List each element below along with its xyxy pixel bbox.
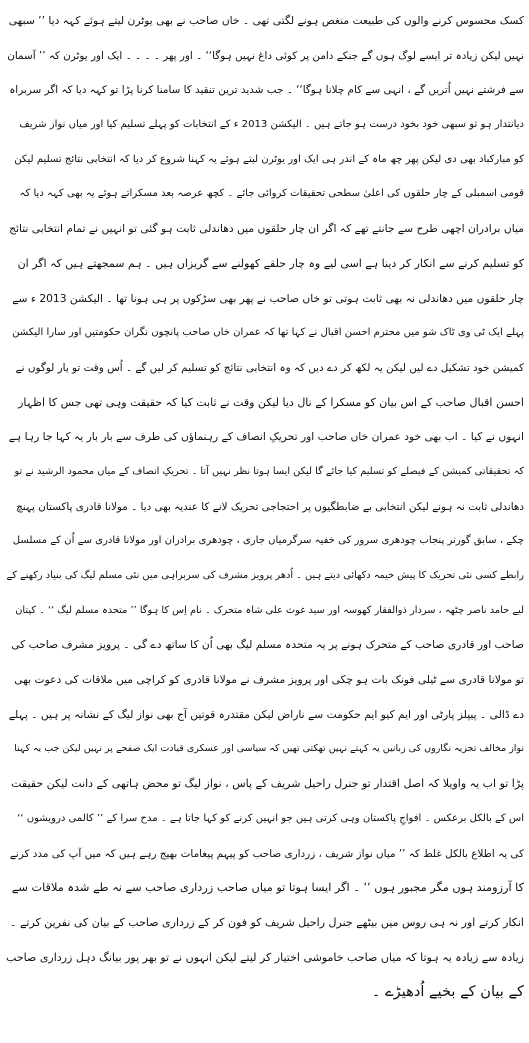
article-line: کے بیان کے بخیے اُدھیڑے ۔ [371, 983, 524, 1001]
article-line: زیادہ سے زیادہ یہ ہوتا کہ میاں صاحب خاموشی اختیار کر لیتے لیکن انہوں نے تو بھر پور بیانگ دہل زرداری صاحب [6, 950, 524, 964]
article-line: کہ تحقیقاتی کمیشن کے فیصلے کو تسلیم کیا جائے گا لیکن ایسا ہوتا نظر نہیں آتا ۔ تحریکِ انصاف کے میاں محمود الرشید نے تو [14, 465, 524, 477]
article-line: کی یہ اطلاع بالکل غلط کہ ’’ میاں نواز شریف ، زرداری صاحب کو پیہم پیغامات بھیج رہے ہیں کہ میں آپ کی مدد کرنے [9, 847, 524, 860]
article-line: قومی اسمبلی کے چار حلقوں کی اعلیٰ سطحی تحقیقات کروائی جائے ۔ کچھ عرصہ بعد مسکراتے ہوئے یہ بھی کہہ دیا کہ [19, 188, 524, 200]
article-line: کسک محسوس کرنے والوں کی طبیعت منغص ہونے لگتی تھی ۔ خاں صاحب نے بھی یوٹرن لیتے ہوئے کہہ دیا ’’ سبھی [8, 14, 524, 27]
article-line: رابطے کسی نئی تحریک کا پیش خیمہ دکھائی دیتے ہیں ۔ اُدھر پرویز مشرف کی سربراہی میں نئی مسلم لیگ کی بنیاد رکھنے کے [6, 570, 524, 581]
article-line: کو تسلیم کرنے سے انکار کر دینا ہے اسی لیے وہ چار حلقے کھولنے سے گریزاں ہیں ۔ ہم سمجھتے ہیں کہ اگر ان [17, 256, 524, 270]
article-line: چار حلقوں میں دھاندلی نہ بھی ثابت ہوتی تو خاں صاحب نے پھر بھی سڑکوں پر ہی ہونا تھا ۔ الیکشن 2013 ء سے [12, 291, 524, 305]
article-line: دے ڈالی ۔ پیپلز پارٹی اور ایم کیو ایم حکومت سے ناراض لیکن مقتدرہ قوتیں آج بھی نواز لیگ کے نشانہ پر ہیں ۔ پہلے [8, 707, 524, 721]
article-line: پہلے ایک ٹی وی ٹاک شو میں محترم احسن اقبال نے کہا تھا کہ عمران خاں صاحب پانچوں نگران حکومتیں اور سارا الیکشن [12, 327, 524, 339]
article-line: کا آرزومند ہوں مگر مجبور ہوں ‘‘ ۔ اگر ایسا ہوتا تو میاں صاحب زرداری صاحب سے نہ طے شدہ ملاقات سے [11, 881, 524, 895]
article-line: دھاندلی ثابت نہ ہونے لیکن انتخابی بے ضابطگیوں پر احتجاجی تحریک لانے کا عندیہ بھی دیا ۔ مولانا قادری پاکستان پہنچ [16, 500, 524, 513]
article-line: لیے حامد ناصر چٹھہ ، سردار ذوالفقار کھوسہ اور سید غوث علی شاہ متحرک ۔ نام اِس کا ہوگا ’’ متحدہ مسلم لیگ ‘‘ ۔ کپتان [15, 604, 524, 616]
article-line: صاحب اور قادری صاحب کے متحرک ہونے پر یہ متحدہ مسلم لیگ بھی اُن کا ساتھ دے گی ۔ پرویز مشرف صاحب کی [11, 638, 524, 652]
article-line: دیانتدار ہو تو سبھی خود بخود درست ہو جاتے ہیں ۔ الیکشن 2013 ء کے انتخابات کو پہلے تسلیم کیا اور میاں نواز شریف [19, 119, 524, 131]
article-line: اس کے بالکل برعکس ۔ افواجِ پاکستان وہی کرتی ہیں جو انہیں کرنے کو کہا جاتا ہے ۔ مدح سرا کے ’’ کالمی درویشوں ‘‘ [17, 812, 524, 824]
article-line: انہوں نے کیا ۔ اب بھی خود عمران خاں صاحب اور تحریکِ انصاف کے رہنماؤں کی طرف سے بار بار یہ کہا جا رہا ہے [8, 430, 524, 444]
article-line: پڑا تو اب یہ واویلا کہ اصل اقتدار تو جنرل راحیل شریف کے پاس ، نواز لیگ تو محض ہاتھی کے دانت لیکن حقیقت [11, 777, 524, 791]
article-line: انکار کرتے اور نہ ہی روس میں بیٹھے جنرل راحیل شریف کو فون کر کے زرداری صاحب کے بیان کی نفرین کرتے ۔ [10, 915, 524, 929]
article-line: تو مولانا قادری سے ٹیلی فونک بات ہو چکی اور پرویز مشرف نے مولانا قادری کو کراچی میں ملاقات کی دعوت بھی [14, 673, 524, 687]
article-line: کمیشن خود تشکیل دے لیں لیکن یہ لکھ کر دے دیں کہ وہ انتخابی نتائج کو تسلیم کر لیں گے ۔ اُس وقت تو یار لوگوں نے [15, 361, 524, 374]
article-line: سے فرشتے نہیں اُتریں گے ، انہی سے کام چلانا ہوگا‘‘ ۔ جب شدید ترین تنقید کا سامنا کرنا پڑا تو کہہ دیا کہ اگر سربراہ [9, 84, 524, 97]
article-line: میاں برادران اچھی طرح سے جانتے تھے کہ اگر ان چار حلقوں میں دھاندلی ثابت ہو گئی تو انہیں نے تمام انتخابی نتائج [9, 222, 524, 236]
article-line: نواز مخالف تجزیہ نگاروں کی زبانیں یہ کہتے نہیں تھکتی تھیں کہ سیاسی اور عسکری قیادت ایک صفحے پر نہیں لیکن جب یہ کہنا [14, 743, 524, 755]
article-line: احسن اقبال صاحب کے اس بیان کو مسکرا کے نال دیا لیکن وقت نے ثابت کیا کہ حقیقت وہی تھی جس کا اظہار [18, 395, 524, 409]
article-line: نہیں لیکن زیادہ تر ایسے لوگ ہوں گے جنکے دامن پر کوئی داغ نہیں ہوگا‘‘ ۔ اور پھر ۔ ۔ ۔ ۔ ایک اور یوٹرن کہ ’’ آسمان [7, 49, 524, 62]
article-line: چکے ، سابق گورنر پنجاب چودھری سرور کی خفیہ سرگرمیاں جاری ، چودھری برادران اور مولانا قادری سے اُن کے مسلسل [12, 535, 524, 547]
article-line: کو مبارکباد بھی دی لیکن پھر چھ ماہ کے اندر ہی ایک اور یوٹرن لیتے ہوئے یہ کہنا شروع کر دیا کہ انتخابی نتائج تسلیم لیکن [14, 153, 524, 165]
